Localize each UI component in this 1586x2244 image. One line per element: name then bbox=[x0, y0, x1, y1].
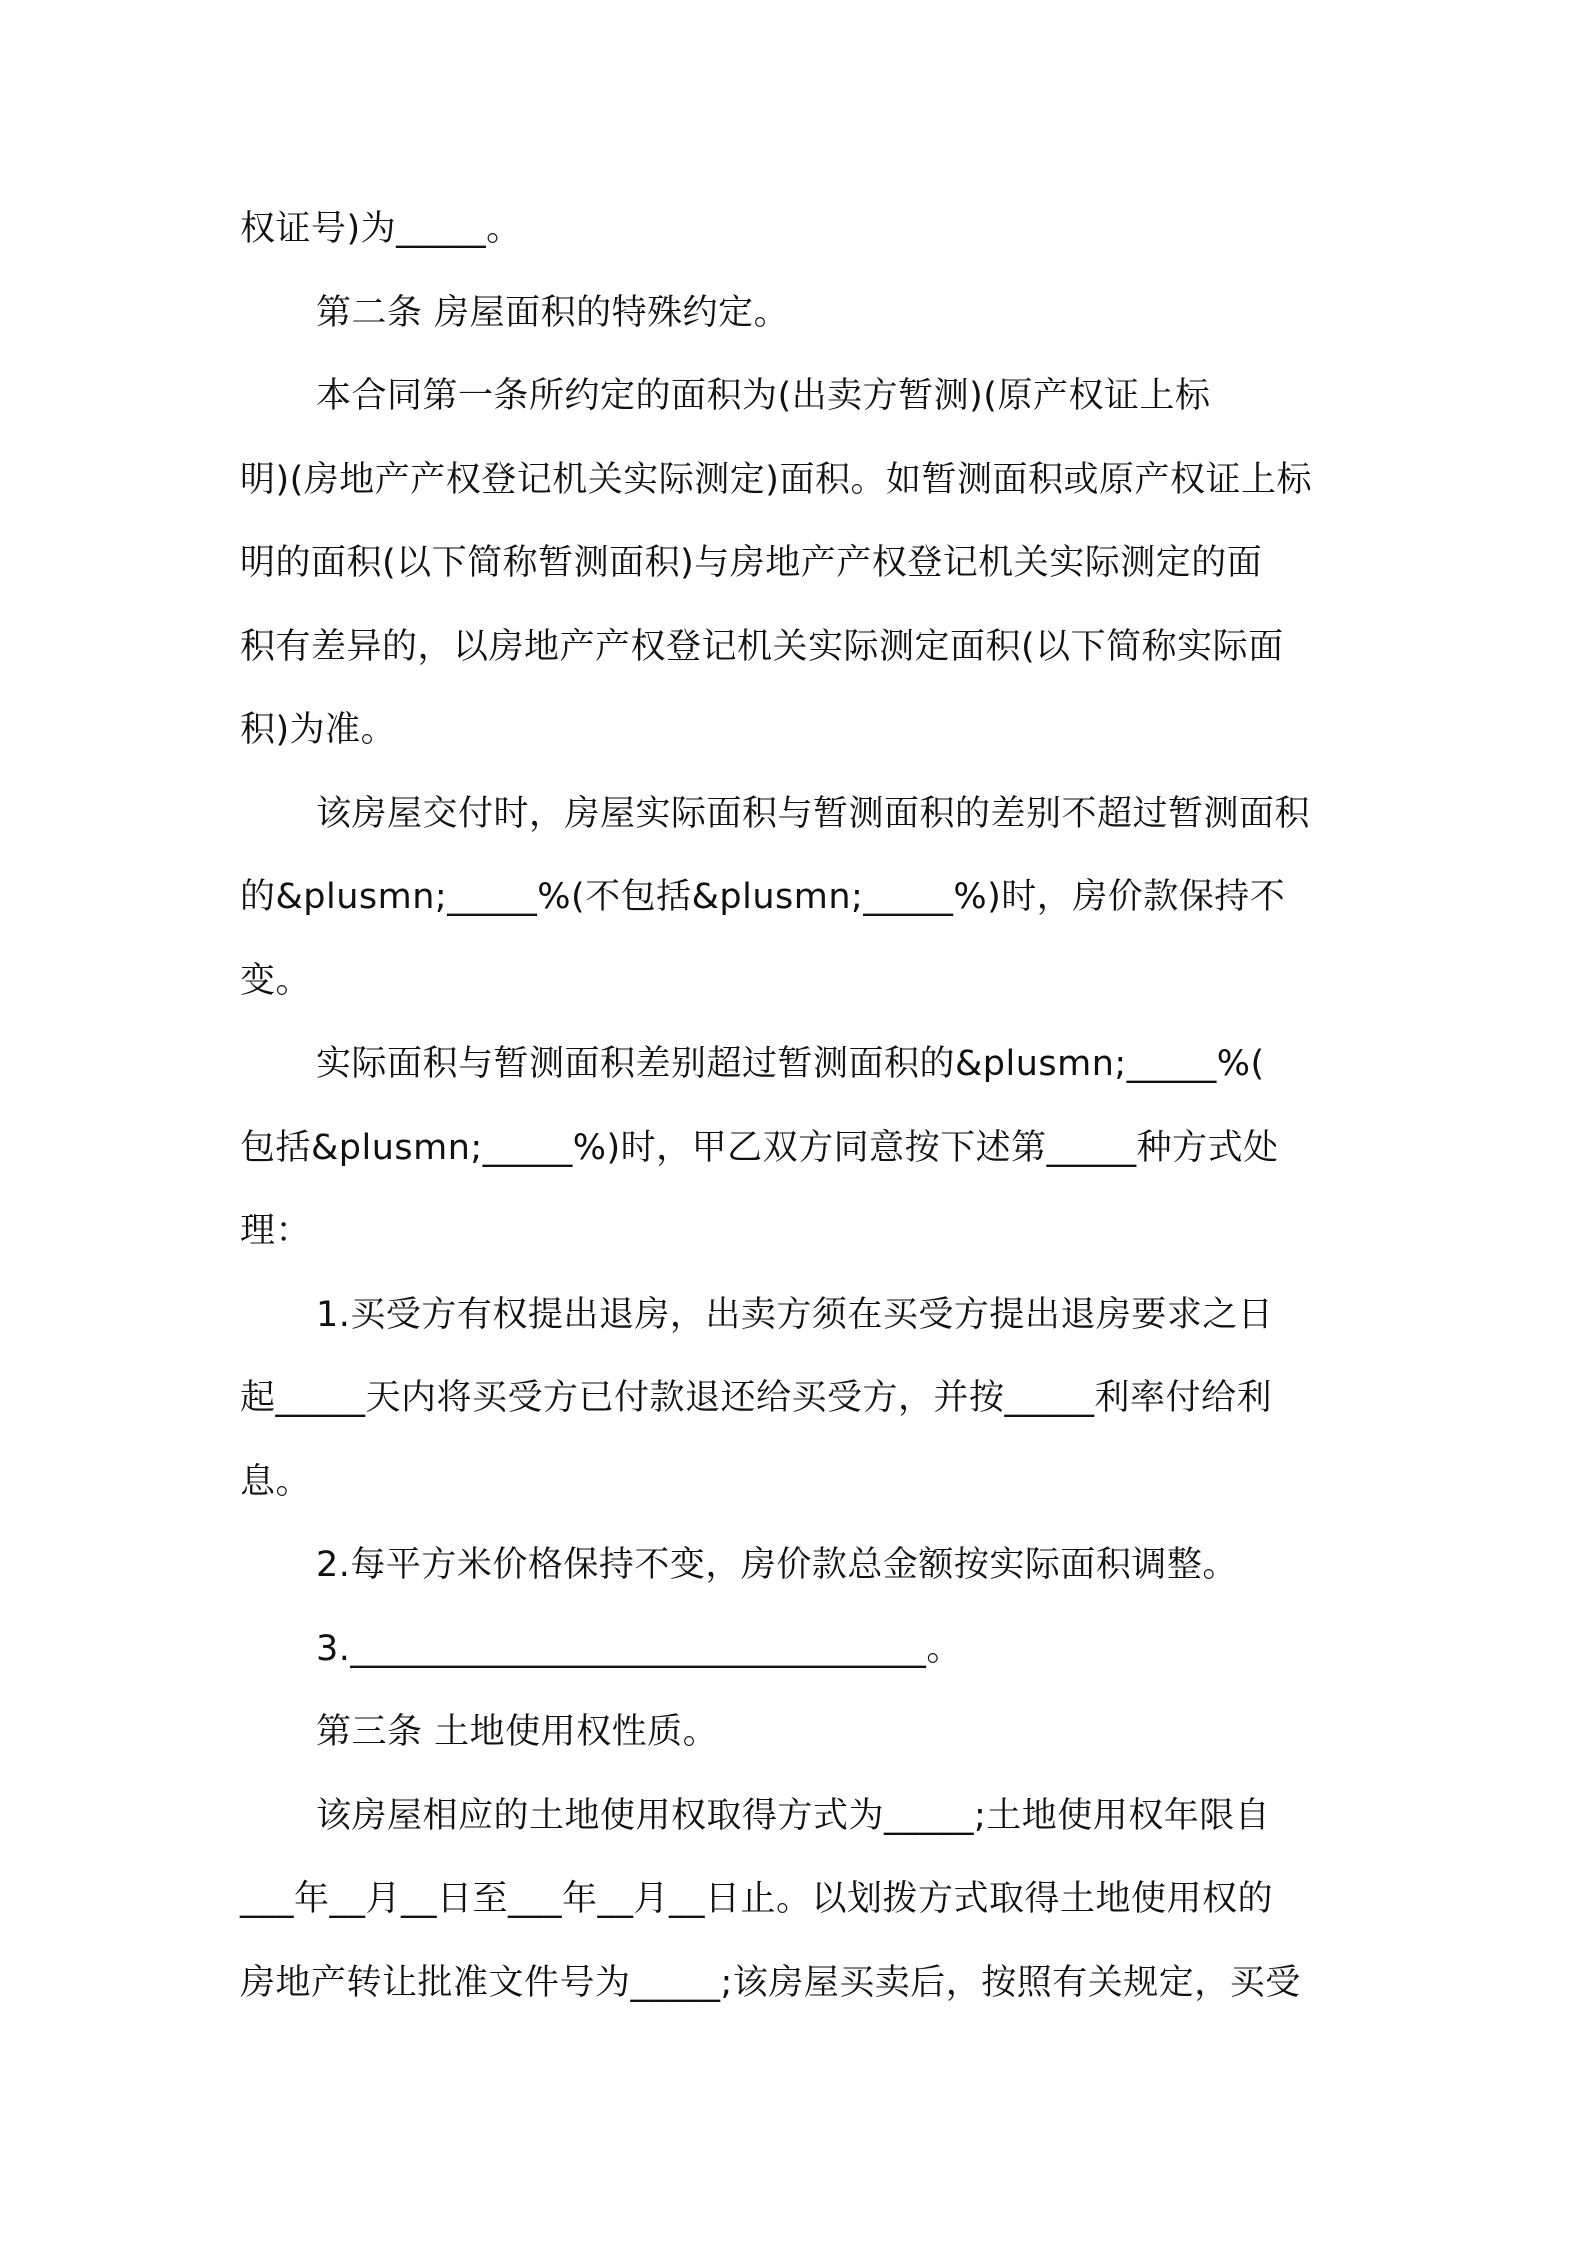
article-3-heading: 第三条 土地使用权性质。 bbox=[316, 1712, 719, 1752]
text-line-13: 理： bbox=[240, 1211, 312, 1251]
text-line-21: ___年__月__日至___年__月__日止。以划拨方式取得土地使用权的 bbox=[240, 1879, 1274, 1919]
list-item-3: 3.________________________________。 bbox=[316, 1628, 962, 1669]
text-line-7: 积)为准。 bbox=[240, 710, 397, 750]
text-line-5: 明的面积(以下简称暂测面积)与房地产产权登记机关实际测定的面 bbox=[240, 543, 1263, 583]
document-page bbox=[240, 188, 1360, 2025]
list-item-2: 2.每平方米价格保持不变，房价款总金额按实际面积调整。 bbox=[316, 1545, 1238, 1585]
text-line-11: 实际面积与暂测面积差别超过暂测面积的&plusmn;_____%( bbox=[316, 1044, 1265, 1084]
text-line-1: 权证号)为_____。 bbox=[240, 209, 522, 249]
text-line-20: 该房屋相应的土地使用权取得方式为_____;土地使用权年限自 bbox=[316, 1795, 1271, 1836]
text-line-6: 积有差异的，以房地产产权登记机关实际测定面积(以下简称实际面 bbox=[240, 626, 1284, 667]
text-line-9: 的&plusmn;_____%(不包括&plusmn;_____%)时，房价款保持不 bbox=[240, 877, 1286, 917]
list-item-1: 1.买受方有权提出退房，出卖方须在买受方提出退房要求之日 bbox=[316, 1294, 1274, 1335]
text-line-4: 明)(房地产产权登记机关实际测定)面积。如暂测面积或原产权证上标 bbox=[240, 459, 1312, 500]
text-line-8: 该房屋交付时，房屋实际面积与暂测面积的差别不超过暂测面积 bbox=[316, 793, 1311, 834]
text-line-15: 起_____天内将买受方已付款退还给买受方，并按_____利率付给利 bbox=[240, 1378, 1273, 1418]
text-line-10: 变。 bbox=[240, 960, 312, 1001]
article-2-heading: 第二条 房屋面积的特殊约定。 bbox=[316, 292, 790, 333]
text-line-12: 包括&plusmn;_____%)时，甲乙双方同意按下述第_____种方式处 bbox=[240, 1127, 1279, 1168]
text-line-3: 本合同第一条所约定的面积为(出卖方暂测)(原产权证上标 bbox=[316, 376, 1211, 416]
text-line-16: 息。 bbox=[240, 1461, 312, 1502]
text-line-22: 房地产转让批准文件号为_____;该房屋买卖后，按照有关规定，买受 bbox=[240, 1962, 1301, 2003]
